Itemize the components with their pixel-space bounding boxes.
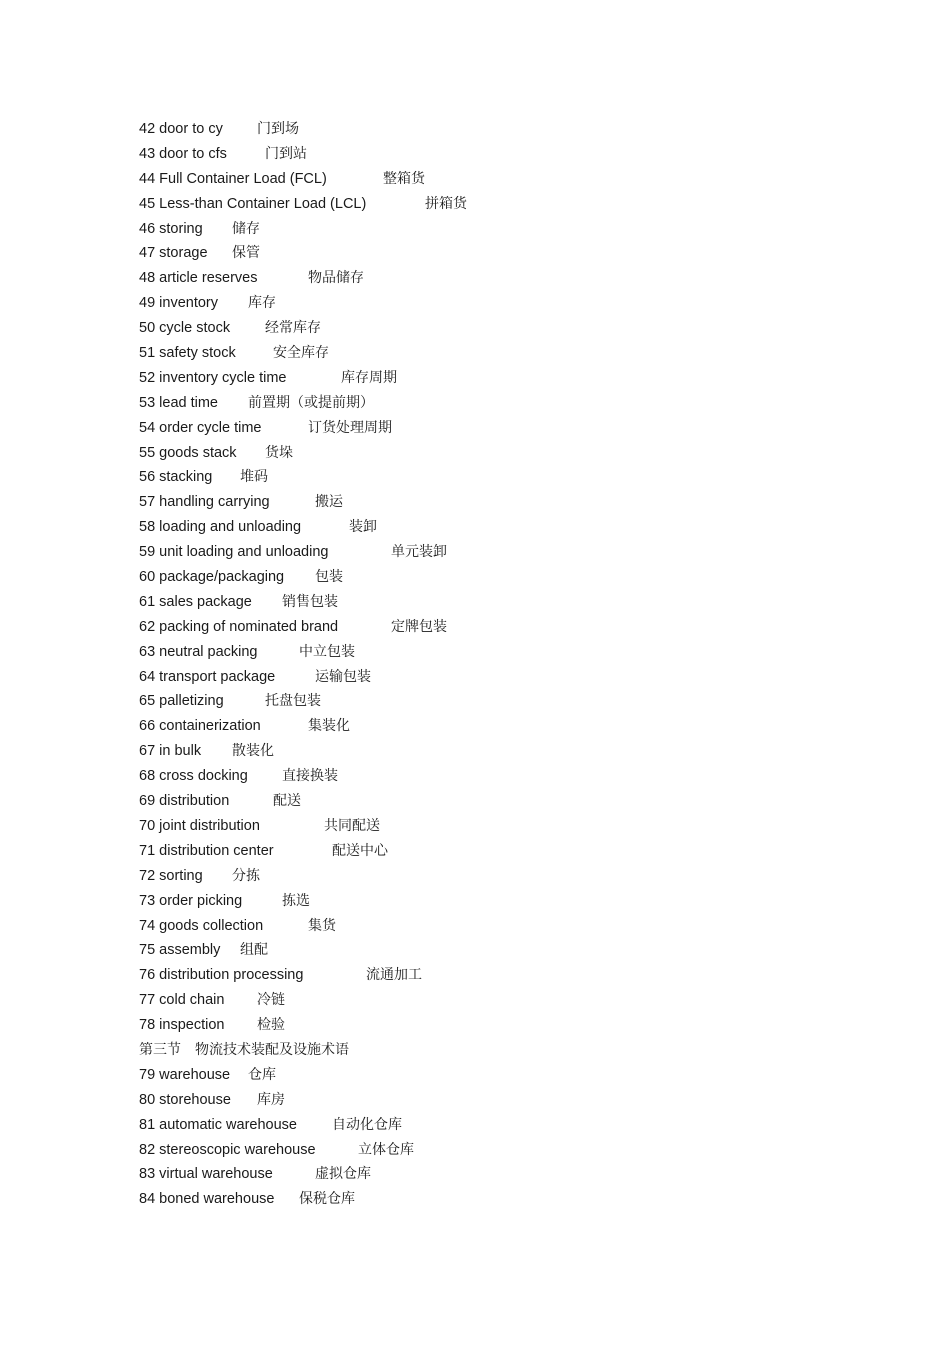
glossary-entry [139, 192, 899, 217]
term-chinese: 组配 [240, 942, 268, 959]
term-english: 68 cross docking [139, 768, 248, 785]
term-english: 56 stacking [139, 469, 213, 486]
glossary-list [139, 117, 899, 1212]
term-english: 65 palletizing [139, 693, 224, 710]
term-english: 57 handling carrying [139, 494, 270, 511]
term-chinese: 整箱货 [383, 170, 425, 187]
term-english: 42 door to cy [139, 121, 223, 137]
term-chinese: 单元装卸 [391, 544, 447, 561]
term-english: 82 stereoscopic warehouse [139, 1141, 316, 1158]
term-english: 48 article reserves [139, 270, 258, 287]
term-chinese: 库存 [248, 295, 276, 312]
term-english: 84 boned warehouse [139, 1191, 275, 1208]
term-english: 45 Less-than Container Load (LCL) [139, 195, 367, 212]
term-chinese: 前置期（或提前期） [248, 394, 374, 411]
term-chinese: 储存 [232, 220, 260, 237]
term-english: 53 lead time [139, 394, 218, 411]
term-chinese: 门到场 [257, 121, 299, 137]
term-chinese: 订货处理周期 [308, 419, 392, 436]
glossary-entry [139, 490, 899, 515]
term-english: 49 inventory [139, 295, 218, 312]
term-english: 50 cycle stock [139, 320, 231, 337]
term-chinese: 物品储存 [308, 270, 364, 287]
term-chinese: 定牌包装 [391, 618, 447, 635]
term-english: 44 Full Container Load (FCL) [139, 170, 327, 187]
glossary-entry [139, 988, 899, 1013]
glossary-entry [139, 366, 899, 391]
glossary-entry [139, 839, 899, 864]
term-chinese: 直接换装 [282, 768, 338, 785]
term-english: 75 assembly [139, 942, 221, 959]
glossary-entry [139, 1162, 899, 1187]
term-chinese: 配送 [273, 793, 301, 810]
term-chinese: 拣选 [282, 892, 310, 909]
glossary-entry [139, 341, 899, 366]
term-chinese: 配送中心 [332, 842, 388, 859]
term-chinese: 流通加工 [366, 967, 422, 984]
section-heading: 第三节 物流技术装配及设施术语 [139, 1041, 349, 1058]
glossary-entry [139, 515, 899, 540]
glossary-entry [139, 217, 899, 242]
term-chinese: 仓库 [248, 1066, 276, 1083]
term-chinese: 运输包装 [315, 668, 371, 685]
glossary-entry [139, 117, 899, 142]
term-english: 66 containerization [139, 718, 261, 735]
term-chinese: 销售包装 [282, 593, 338, 610]
glossary-entry [139, 615, 899, 640]
glossary-entry [139, 416, 899, 441]
term-chinese: 库存周期 [341, 369, 397, 386]
term-english: 77 cold chain [139, 992, 225, 1009]
term-english: 63 neutral packing [139, 643, 258, 660]
term-chinese: 拼箱货 [425, 195, 467, 212]
glossary-entry [139, 565, 899, 590]
glossary-entry [139, 590, 899, 615]
term-english: 58 loading and unloading [139, 519, 302, 536]
term-english: 80 storehouse [139, 1091, 231, 1108]
term-chinese: 门到站 [265, 145, 307, 162]
term-english: 69 distribution [139, 793, 230, 810]
term-chinese: 虚拟仓库 [315, 1166, 371, 1183]
term-chinese: 集货 [308, 917, 336, 934]
term-chinese: 托盘包装 [265, 693, 321, 710]
glossary-entry [139, 142, 899, 167]
term-english: 62 packing of nominated brand [139, 618, 339, 635]
term-chinese: 保管 [232, 245, 260, 262]
term-chinese: 集装化 [308, 718, 350, 735]
term-chinese: 库房 [257, 1091, 285, 1108]
term-english: 59 unit loading and unloading [139, 544, 329, 561]
glossary-entry [139, 889, 899, 914]
term-chinese: 共同配送 [324, 817, 380, 834]
term-english: 81 automatic warehouse [139, 1116, 297, 1133]
glossary-entry [139, 391, 899, 416]
term-english: 76 distribution processing [139, 967, 304, 984]
term-english: 74 goods collection [139, 917, 264, 934]
term-english: 54 order cycle time [139, 419, 262, 436]
glossary-entry [139, 241, 899, 266]
term-english: 46 storing [139, 220, 203, 237]
glossary-entry [139, 316, 899, 341]
glossary-entry [139, 1063, 899, 1088]
term-chinese: 分拣 [232, 867, 260, 884]
glossary-entry [139, 739, 899, 764]
term-english: 67 in bulk [139, 743, 202, 760]
glossary-entry [139, 789, 899, 814]
term-chinese: 立体仓库 [358, 1141, 414, 1158]
term-english: 61 sales package [139, 593, 252, 610]
term-chinese: 安全库存 [273, 345, 329, 362]
term-chinese: 搬运 [315, 494, 343, 511]
term-chinese: 堆码 [240, 469, 268, 486]
term-english: 79 warehouse [139, 1066, 231, 1083]
glossary-entry [139, 689, 899, 714]
term-english: 72 sorting [139, 867, 203, 884]
term-chinese: 自动化仓库 [332, 1116, 402, 1133]
term-chinese: 冷链 [257, 992, 285, 1009]
term-chinese: 包装 [315, 569, 343, 586]
glossary-entry [139, 864, 899, 889]
glossary-entry [139, 814, 899, 839]
glossary-entry [139, 266, 899, 291]
glossary-entry [139, 764, 899, 789]
glossary-entry [139, 167, 899, 192]
term-english: 43 door to cfs [139, 145, 227, 162]
term-english: 64 transport package [139, 668, 276, 685]
glossary-entry [139, 1088, 899, 1113]
glossary-entry [139, 714, 899, 739]
term-english: 71 distribution center [139, 842, 274, 859]
glossary-entry [139, 291, 899, 316]
term-chinese: 检验 [257, 1017, 285, 1034]
term-chinese: 货垛 [265, 444, 293, 461]
term-english: 52 inventory cycle time [139, 369, 287, 386]
term-chinese: 中立包装 [299, 643, 355, 660]
term-chinese: 保税仓库 [299, 1191, 355, 1208]
term-english: 55 goods stack [139, 444, 237, 461]
glossary-entry [139, 640, 899, 665]
term-english: 60 package/packaging [139, 569, 285, 586]
term-english: 83 virtual warehouse [139, 1166, 273, 1183]
glossary-entry [139, 540, 899, 565]
term-chinese: 散装化 [232, 743, 274, 760]
glossary-entry [139, 1138, 899, 1163]
glossary-entry [139, 963, 899, 988]
glossary-entry [139, 914, 899, 939]
term-english: 73 order picking [139, 892, 243, 909]
glossary-entry [139, 1013, 899, 1038]
term-english: 47 storage [139, 245, 208, 262]
term-chinese: 经常库存 [265, 320, 321, 337]
glossary-entry [139, 665, 899, 690]
glossary-entry [139, 441, 899, 466]
term-english: 51 safety stock [139, 345, 236, 362]
term-english: 70 joint distribution [139, 817, 260, 834]
glossary-entry [139, 465, 899, 490]
term-english: 78 inspection [139, 1017, 225, 1034]
glossary-entry [139, 1113, 899, 1138]
glossary-entry [139, 938, 899, 963]
glossary-entry [139, 1187, 899, 1212]
term-chinese: 装卸 [349, 519, 377, 536]
